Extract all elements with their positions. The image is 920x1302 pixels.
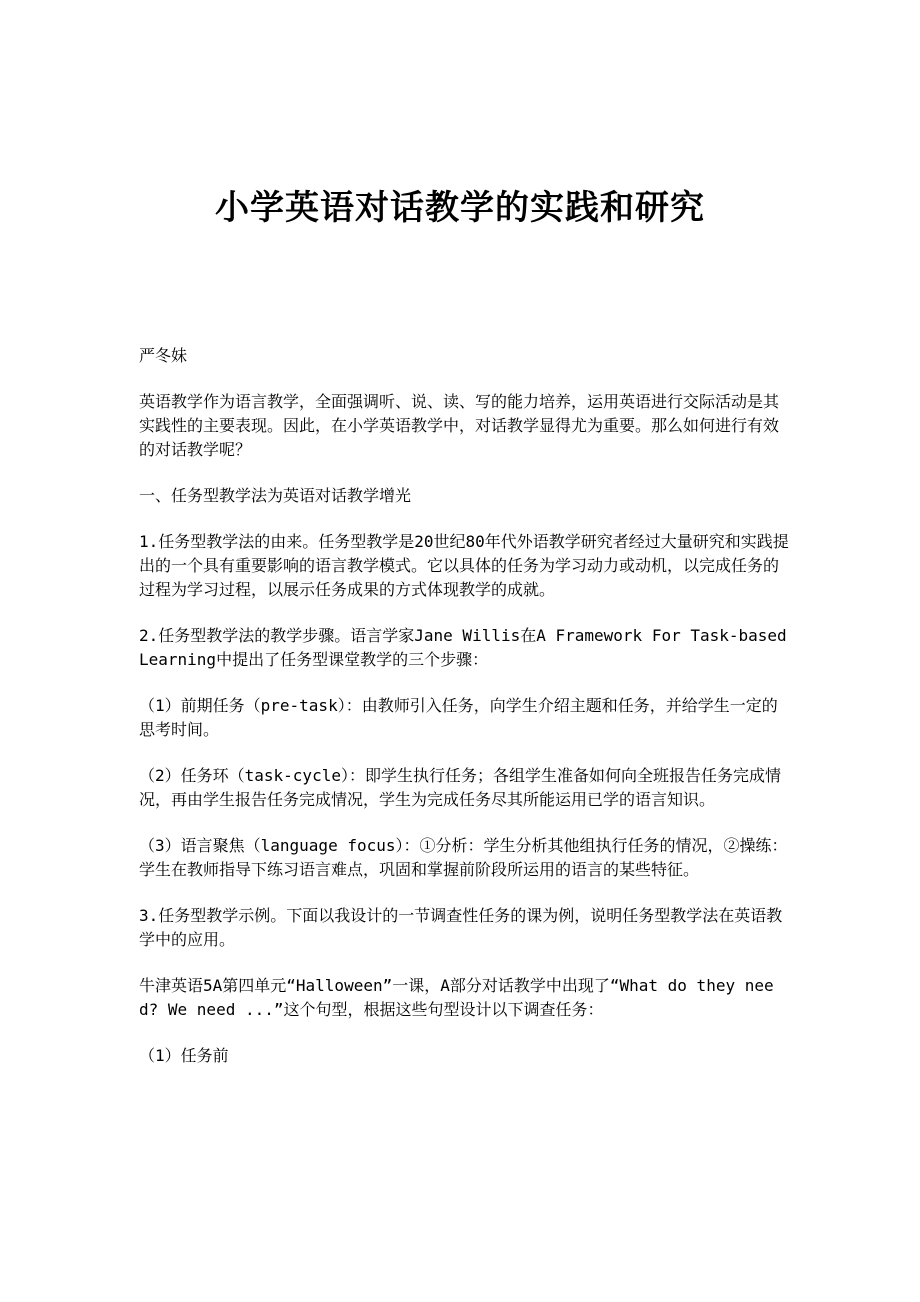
paragraph-before-task: （1）任务前	[139, 1046, 229, 1065]
paragraph-language-focus: （3）语言聚焦（language focus）：①分析：学生分析其他组执行任务的情况，②操练：学生在教师指导下练习语言难点，巩固和掌握前阶段所运用的语言的某些特征。	[139, 836, 788, 879]
author-name: 严冬妹	[139, 346, 188, 365]
document-title: 小学英语对话教学的实践和研究	[215, 188, 705, 228]
paragraph-origin: 1.任务型教学法的由来。任务型教学是20世纪80年代外语教学研究者经过大量研究和实践提出的一个具有重要影响的语言教学模式。它以具体的任务为学习动力或动机，以完成任务的过程为学习过程，以展示任务成果的方式体现教学的成就。	[139, 532, 789, 599]
paragraph-halloween: 牛津英语5A第四单元“Halloween”一课，A部分对话教学中出现了“What do they need? We need ...”这个句型，根据这些句型设计以下调查任务：	[139, 976, 774, 1019]
paragraph-example: 3.任务型教学示例。下面以我设计的一节调查性任务的课为例，说明任务型教学法在英语教学中的应用。	[139, 906, 783, 949]
paragraph-pre-task: （1）前期任务（pre-task）：由教师引入任务，向学生介绍主题和任务，并给学生一定的思考时间。	[139, 696, 778, 739]
section-heading-1: 一、任务型教学法为英语对话教学增光	[139, 486, 412, 505]
document-body	[139, 344, 789, 1090]
paragraph-intro: 英语教学作为语言教学，全面强调听、说、读、写的能力培养，运用英语进行交际活动是其实践性的主要表现。因此，在小学英语教学中，对话教学显得尤为重要。那么如何进行有效的对话教学呢？	[139, 392, 780, 459]
paragraph-task-cycle: （2）任务环（task-cycle）：即学生执行任务；各组学生准备如何向全班报告任务完成情况，再由学生报告任务完成情况，学生为完成任务尽其所能运用已学的语言知识。	[139, 766, 781, 809]
paragraph-steps: 2.任务型教学法的教学步骤。语言学家Jane Willis在A Framework For Task-based Learning中提出了任务型课堂教学的三个步骤：	[139, 626, 787, 669]
